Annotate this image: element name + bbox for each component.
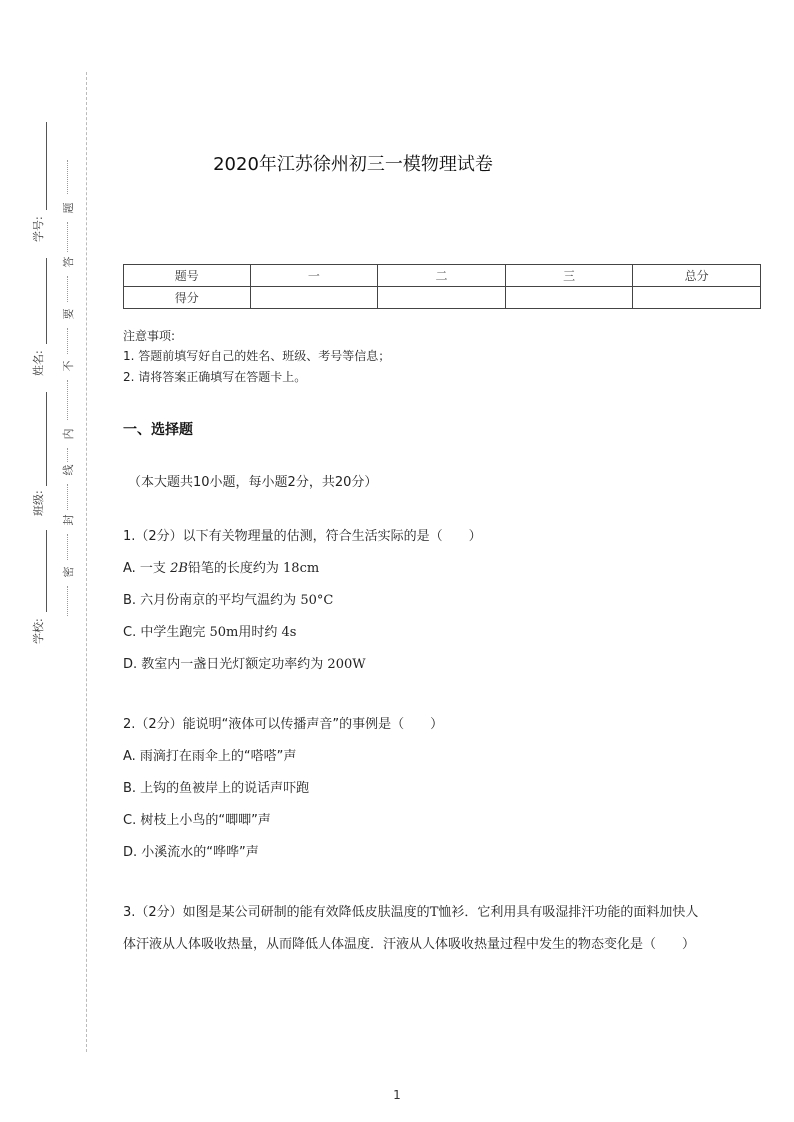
score-row-label: 得分 [124,287,251,309]
score-cell [505,287,633,309]
class-label: 班级: [32,490,45,516]
score-table-score-row [124,287,761,309]
class-line [46,392,47,486]
question-2-stem: 2.（2分）能说明“液体可以传播声音”的事例是（ ） [123,717,444,732]
score-cell [378,287,506,309]
school-line [46,530,47,612]
notice-item: 1. 答题前填写好自己的姓名、班级、考号等信息； [123,349,391,363]
question-2-option-d: D. 小溪流水的“哗哗”声 [123,845,259,860]
warning-char: 题 [62,202,75,214]
question-3-stem-line1: 3.（2分）如图是某公司研制的能有效降低皮肤温度的T恤衫．它利用具有吸湿排汗功能的面料加快人 [123,905,699,920]
warning-char: 不 [62,360,75,372]
page-title: 2020年江苏徐州初三一模物理试卷 [213,154,493,175]
warning-char: 要 [62,308,75,320]
score-header-cell: 一 [250,265,378,287]
section-note: （本大题共10小题，每小题2分，共20分） [128,475,378,490]
score-cell [633,287,761,309]
page-number: 1 [393,1088,401,1102]
score-header-cell: 总分 [633,265,761,287]
question-1-stem: 1.（2分）以下有关物理量的估测，符合生活实际的是（ ） [123,529,482,544]
notice-heading: 注意事项: [123,329,176,343]
score-table-header-row [124,265,761,287]
warning-char: 密 [62,566,75,578]
student-id-label: 学号: [32,216,45,242]
section-title: 一、选择题 [123,422,193,438]
question-1-option-a: A. 一支 2B铅笔的长度约为 18cm [123,561,320,576]
warning-char: 封 [62,514,75,526]
score-header-cell: 题号 [124,265,251,287]
name-label: 姓名: [32,350,45,376]
score-header-cell: 三 [505,265,633,287]
question-3-stem-line2: 体汗液从人体吸收热量，从而降低人体温度．汗液从人体吸收热量过程中发生的物态变化是（ ） [123,937,696,952]
warning-char: 线 [62,464,75,476]
score-table [123,264,761,309]
name-line [46,258,47,344]
question-1-option-c: C. 中学生跑完 50m用时约 4s [123,625,297,640]
question-1-option-b: B. 六月份南京的平均气温约为 50°C [123,593,334,608]
question-1-option-d: D. 教室内一盏日光灯额定功率约为 200W [123,657,366,672]
score-cell [250,287,378,309]
seal-warning-column [56,160,80,620]
notice-item: 2. 请将答案正确填写在答题卡上。 [123,370,307,384]
binding-dashed-line [86,72,87,1052]
score-header-cell: 二 [378,265,506,287]
warning-char: 内 [62,428,75,440]
question-2-option-b: B. 上钩的鱼被岸上的说话声吓跑 [123,781,310,796]
question-2-option-c: C. 树枝上小鸟的“唧唧”声 [123,813,271,828]
school-label: 学校: [32,618,45,644]
question-2-option-a: A. 雨滴打在雨伞上的“嗒嗒”声 [123,749,297,764]
warning-char: 答 [62,256,75,268]
